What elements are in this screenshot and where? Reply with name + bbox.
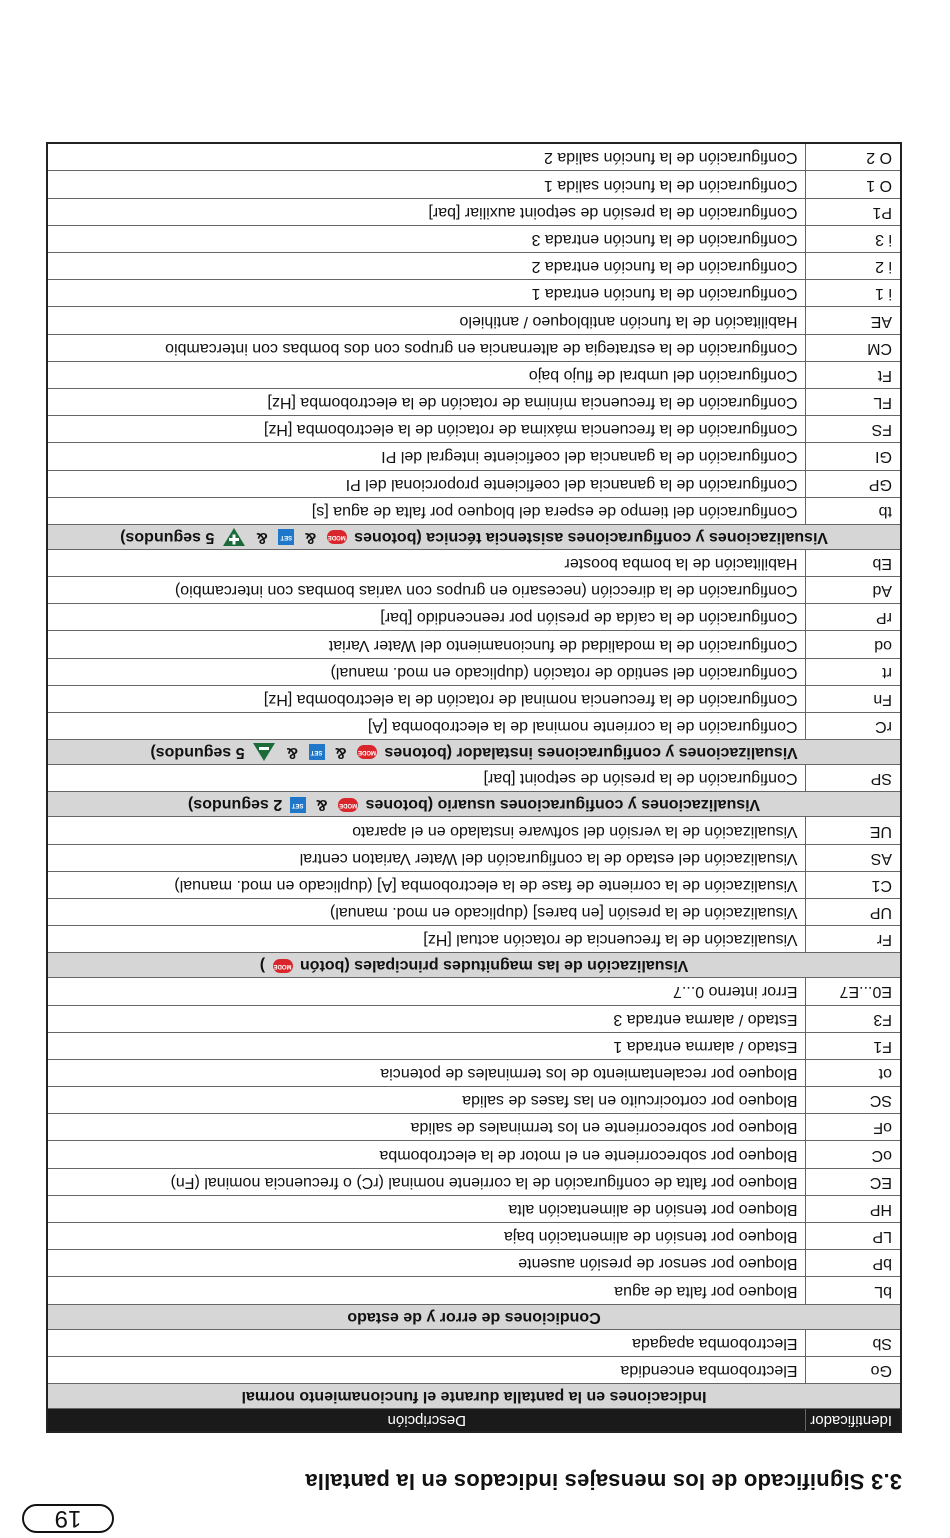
row-desc: Visualización de la versión del software instalado en el aparato (47, 817, 806, 844)
row-id: bL (806, 1277, 901, 1304)
table-row (47, 198, 901, 225)
row-desc: Bloqueo por sobrecorriente en los terminales de salida (47, 1114, 806, 1141)
ampersand: & (304, 528, 317, 546)
table-row (47, 497, 901, 524)
group-main-suffix: ) (259, 957, 266, 975)
row-id: AS (806, 844, 901, 871)
table-row (47, 1114, 901, 1141)
table-row (47, 658, 901, 685)
table-row (47, 470, 901, 497)
row-id: E0...E7 (806, 978, 901, 1005)
group-main-prefix: Visualización de las magnitudes principales (botón (300, 957, 689, 975)
table-row (47, 280, 901, 307)
row-desc: Configuración del sentido de rotación (duplicado en mod. manual) (47, 658, 806, 685)
table-row (47, 225, 901, 252)
row-desc: Visualización de la frecuencia de rotación actual [Hz] (47, 926, 806, 953)
table-row (47, 926, 901, 953)
set-button-icon: SET (309, 744, 325, 760)
row-desc: Bloqueo por falta de agua (47, 1277, 806, 1304)
row-desc: Electrobomba encendida (47, 1356, 806, 1383)
minus-button-icon (252, 742, 276, 762)
mode-button-icon: MODE (357, 745, 377, 759)
table-row (47, 1005, 901, 1032)
row-desc: Error interno 0...7 (47, 978, 806, 1005)
row-id: GP (806, 470, 901, 497)
row-id: LP (806, 1223, 901, 1250)
row-desc: Bloqueo por sensor de presión ausente (47, 1250, 806, 1277)
row-desc: Habilitación de la bomba booster (47, 549, 806, 576)
row-id: Ad (806, 577, 901, 604)
row-id: oC (806, 1141, 901, 1168)
row-id: SP (806, 765, 901, 792)
row-desc: Visualización de la corriente de fase de la electrobomba [A] (duplicado en mod. manual) (47, 871, 806, 898)
row-desc: Configuración de la función entrada 2 (47, 253, 806, 280)
group-errors (47, 1304, 901, 1329)
table-row (47, 577, 901, 604)
group-errors-title: Condiciones de error y de estado (47, 1304, 901, 1329)
table-row (47, 171, 901, 198)
row-desc: Configuración de la función entrada 1 (47, 280, 806, 307)
ampersand: & (335, 744, 347, 762)
row-desc: Configuración de la presión de setpoint auxiliar [bar] (47, 198, 806, 225)
row-desc: Configuración de la frecuencia máxima de rotación de la electrobomba [Hz] (47, 416, 806, 443)
row-id: P1 (806, 198, 901, 225)
row-desc: Configuración de la frecuencia nominal de rotación de la electrobomba [Hz] (47, 685, 806, 712)
row-id: od (806, 631, 901, 658)
row-id: AE (806, 307, 901, 334)
row-desc: Configuración de la función salida 1 (47, 171, 806, 198)
row-desc: Habilitación de la función antibloqueo / antihielo (47, 307, 806, 334)
ampersand: & (286, 744, 299, 762)
set-button-icon: SET (290, 797, 306, 813)
table-row (47, 416, 901, 443)
row-desc: Bloqueo por sobrecorriente en el motor de la electrobomba (47, 1141, 806, 1168)
group-installer-suffix: 5 segundos) (150, 744, 245, 762)
table-row (47, 334, 901, 361)
group-user-title (47, 792, 901, 817)
ampersand: & (316, 796, 328, 814)
row-desc: Configuración de la modalidad de funcionamiento del Water Variat (47, 631, 806, 658)
table-row (47, 549, 901, 576)
row-id: O 1 (806, 171, 901, 198)
row-desc: Configuración de la presión de setpoint [bar] (47, 765, 806, 792)
row-desc: Visualización del estado de la configuración del Water Variaton central (47, 844, 806, 871)
row-desc: Bloqueo por tensión de alimentación alta (47, 1195, 806, 1222)
table-row (47, 765, 901, 792)
table-row (47, 143, 901, 171)
table-row (47, 685, 901, 712)
row-id: i 2 (806, 253, 901, 280)
row-desc: Configuración de la ganancia del coeficiente integral del PI (47, 443, 806, 470)
row-desc: Estado / alarma entrada 3 (47, 1005, 806, 1032)
table-row (47, 1329, 901, 1356)
group-tech-prefix: Visualizaciones y configuraciones asistencia técnica (botones (354, 528, 828, 546)
table-row (47, 1356, 901, 1383)
row-id: FL (806, 389, 901, 416)
table-row (47, 1032, 901, 1059)
table-row (47, 361, 901, 388)
header-identifier: Identificador (806, 1409, 901, 1433)
ampersand: & (256, 528, 268, 546)
table-row (47, 1168, 901, 1195)
plus-button-icon (222, 527, 246, 547)
row-id: F3 (806, 1005, 901, 1032)
row-id: Fn (806, 685, 901, 712)
table-row (47, 631, 901, 658)
set-button-icon: SET (278, 529, 294, 545)
row-id: Fr (806, 926, 901, 953)
row-id: Sb (806, 1329, 901, 1356)
table-row (47, 1195, 901, 1222)
row-desc: Configuración del umbral de flujo bajo (47, 361, 806, 388)
row-desc: Bloqueo por tensión de alimentación baja (47, 1223, 806, 1250)
row-id: Go (806, 1356, 901, 1383)
row-id: FS (806, 416, 901, 443)
row-desc: Configuración de la ganancia del coeficiente proporcional del PI (47, 470, 806, 497)
table-row (47, 978, 901, 1005)
row-id: Eb (806, 549, 901, 576)
group-user-prefix: Visualizaciones y configuraciones usuario (botones (365, 796, 761, 814)
group-installer-title (47, 740, 901, 765)
table-row (47, 1087, 901, 1114)
group-installer-prefix: Visualizaciones y configuraciones instalador (botones (384, 744, 798, 762)
table-row (47, 1141, 901, 1168)
table-row (47, 1223, 901, 1250)
row-desc: Bloqueo por cortocircuito en las fases de salida (47, 1087, 806, 1114)
group-user (47, 792, 901, 817)
row-desc: Configuración de la corriente nominal de la electrobomba [A] (47, 713, 806, 740)
mode-button-icon: MODE (327, 530, 347, 544)
table-row (47, 389, 901, 416)
row-desc: Configuración de la función salida 2 (47, 143, 806, 171)
table-row (47, 253, 901, 280)
group-tech-title (47, 524, 901, 549)
group-normal-title: Indicaciones en la pantalla durante el funcionamiento normal (47, 1384, 901, 1409)
row-desc: Configuración de la función entrada 3 (47, 225, 806, 252)
table-header-row (47, 1409, 901, 1433)
group-tech-suffix: 5 segundos) (120, 528, 215, 546)
table-row (47, 1250, 901, 1277)
row-id: UE (806, 817, 901, 844)
row-id: i 1 (806, 280, 901, 307)
table-row (47, 1277, 901, 1304)
group-tech (47, 524, 901, 549)
table-row (47, 871, 901, 898)
row-desc: Electrobomba apagada (47, 1329, 806, 1356)
row-id: oF (806, 1114, 901, 1141)
table-row (47, 713, 901, 740)
table-row (47, 307, 901, 334)
row-id: EC (806, 1168, 901, 1195)
group-main-title (47, 953, 901, 978)
row-desc: Configuración del tiempo de espera del bloqueo por falta de agua [s] (47, 497, 806, 524)
row-desc: Bloqueo por falta de configuración de la corriente nominal (rC) o frecuencia nominal (Fn) (47, 1168, 806, 1195)
group-installer (47, 740, 901, 765)
row-id: O 2 (806, 143, 901, 171)
row-desc: Estado / alarma entrada 1 (47, 1032, 806, 1059)
row-desc: Configuración de la frecuencia mínima de rotación de la electrobomba [Hz] (47, 389, 806, 416)
table-body (47, 143, 901, 1408)
row-id: GI (806, 443, 901, 470)
row-desc: Configuración de la dirección (necesario en grupos con varias bombas con intercambio) (47, 577, 806, 604)
row-id: UP (806, 899, 901, 926)
header-description: Descripción (47, 1409, 806, 1433)
row-id: CM (806, 334, 901, 361)
row-id: bP (806, 1250, 901, 1277)
group-normal (47, 1384, 901, 1409)
row-id: i 3 (806, 225, 901, 252)
row-id: HP (806, 1195, 901, 1222)
section-title: 3.3 Significado de los mensajes indicados en la pantalla (305, 1469, 902, 1494)
row-id: rt (806, 658, 901, 685)
table-row (47, 899, 901, 926)
table-row (47, 604, 901, 631)
row-id: tb (806, 497, 901, 524)
row-desc: Configuración de la estrategia de alternancia en grupos con dos bombas con intercambio (47, 334, 806, 361)
table-row (47, 817, 901, 844)
row-id: C1 (806, 871, 901, 898)
page-number: 19 (22, 1504, 114, 1533)
row-id: rP (806, 604, 901, 631)
row-desc: Configuración de la caída de presión por reencendido [bar] (47, 604, 806, 631)
row-id: F1 (806, 1032, 901, 1059)
row-desc: Bloqueo por recalentamiento de los terminales de potencia (47, 1059, 806, 1086)
table-row (47, 1059, 901, 1086)
row-id: rC (806, 713, 901, 740)
row-id: SC (806, 1087, 901, 1114)
mode-button-icon: MODE (273, 959, 293, 973)
display-messages-table (46, 142, 902, 1433)
mode-button-icon: MODE (338, 798, 358, 812)
group-main (47, 953, 901, 978)
row-desc: Visualización de la presión [en bares] (duplicado en mod. manual) (47, 899, 806, 926)
table-row (47, 844, 901, 871)
row-id: ot (806, 1059, 901, 1086)
group-user-suffix: 2 segundos) (187, 796, 283, 814)
table-row (47, 443, 901, 470)
row-id: Ft (806, 361, 901, 388)
